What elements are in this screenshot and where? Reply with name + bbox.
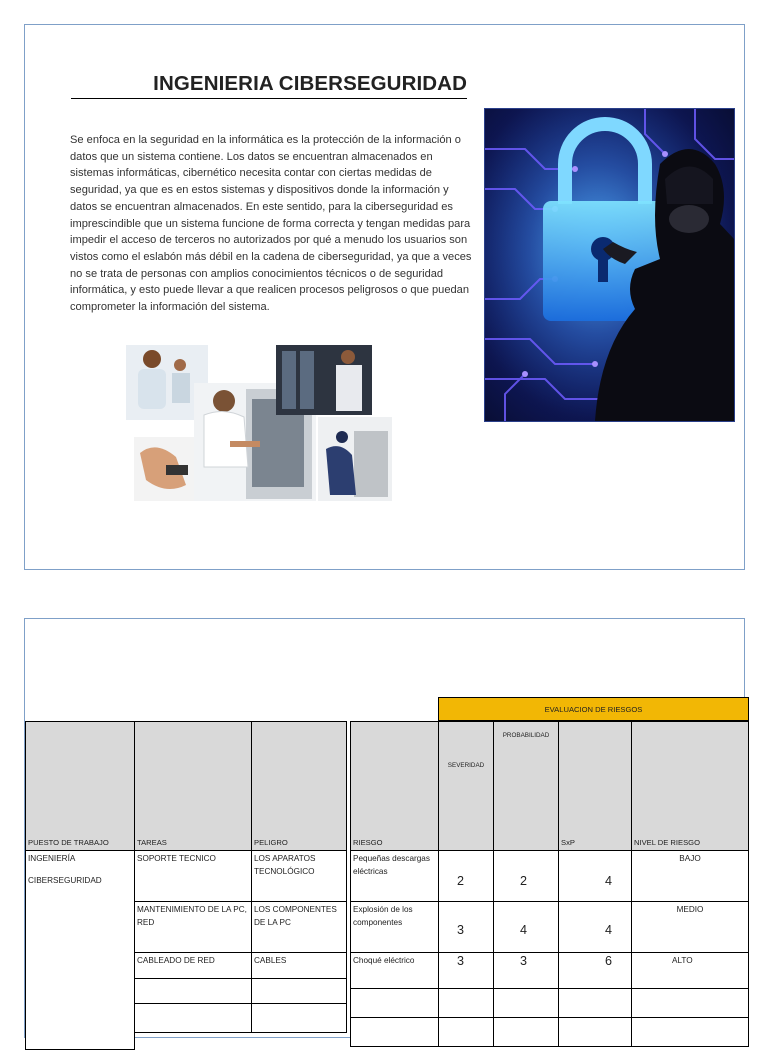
- row1-nivel: BAJO: [631, 850, 749, 902]
- row2-sxp-cell: [558, 901, 632, 953]
- puesto-cell: [25, 850, 135, 1050]
- row3-probabilidad-cell: [493, 952, 559, 989]
- row3-severidad-cell: [438, 952, 494, 989]
- header-tareas-label: TAREAS: [137, 838, 167, 847]
- page-title: INGENIERIA CIBERSEGURIDAD: [71, 72, 467, 99]
- row2-severidad-cell: [438, 901, 494, 953]
- row1-tarea: SOPORTE TECNICO: [134, 850, 252, 902]
- row1-sxp-cell: [558, 850, 632, 902]
- empty-cell: [134, 1003, 252, 1033]
- header-probabilidad-label: [494, 732, 558, 740]
- it-workers-collage: [126, 345, 396, 503]
- document-page-1: [24, 24, 745, 570]
- row1-riesgo: Pequeñas descargas eléctricas: [350, 850, 439, 902]
- header-puesto-label: PUESTO DE TRABAJO: [28, 838, 109, 847]
- empty-cell: [438, 988, 494, 1018]
- hacker-padlock-image: [484, 108, 735, 422]
- risk-evaluation-table: [25, 697, 749, 1047]
- puesto-line-1: INGENIERÍA: [28, 854, 76, 863]
- header-severidad: [438, 721, 494, 851]
- row3-peligro: CABLES: [251, 952, 347, 979]
- empty-cell: [134, 978, 252, 1004]
- row1-peligro: LOS APARATOS TECNOLÓGICO: [251, 850, 347, 902]
- header-sxp: [558, 721, 632, 851]
- row2-probabilidad: 4: [520, 923, 528, 937]
- row1-severidad: 2: [457, 874, 465, 888]
- row3-tarea: CABLEADO DE RED: [134, 952, 252, 979]
- empty-cell: [350, 988, 439, 1018]
- row1-probabilidad: 2: [520, 874, 528, 888]
- header-severidad-label: [439, 762, 493, 770]
- header-probabilidad: [493, 721, 559, 851]
- header-riesgo: [350, 721, 439, 851]
- empty-cell: [350, 1017, 439, 1047]
- row3-nivel: ALTO: [631, 952, 749, 989]
- row3-riesgo: Choqué eléctrico: [350, 952, 439, 989]
- row2-riesgo: Explosión de los componentes: [350, 901, 439, 953]
- empty-cell: [438, 1017, 494, 1047]
- header-puesto: [25, 721, 135, 851]
- header-tareas: [134, 721, 252, 851]
- header-peligro-label: PELIGRO: [254, 838, 288, 847]
- row2-sxp: 4: [605, 923, 613, 937]
- header-nivel-label: NIVEL DE RIESGO: [634, 838, 700, 847]
- row3-sxp-cell: [558, 952, 632, 989]
- intro-paragraph: Se enfoca en la seguridad en la informática es la protección de la información o datos que un sistema contiene. Los datos se encuentran almacenados en sistemas informáticas, cibernético necesita contar con ciertas medidas de seguridad, ya que es en estos sistemas y dispositivos donde la información y datos se encuentran almacenados. En este sentido, para la ciberseguridad es imprescindible que un sistema funcione de forma correcta y tengan medidas para impedir el acceso de terceros no autorizados por qué a menudo los usuarios son vistos como el eslabón más débil en la cadena de ciberseguridad, ya que a veces no se trata de personas con amplios conocimientos técnicos o de seguridad informática, y esto puede llevar a que realicen procesos peligrosos o que puedan comprometer la información del sistema.: [70, 134, 472, 314]
- empty-cell: [493, 1017, 559, 1047]
- document-page-2: [24, 618, 745, 1038]
- empty-cell: [631, 988, 749, 1018]
- row1-severidad-cell: [438, 850, 494, 902]
- evaluation-header: EVALUACION DE RIESGOS: [438, 697, 749, 721]
- header-severidad-text: SEVERIDAD: [447, 762, 485, 769]
- empty-cell: [251, 1003, 347, 1033]
- header-probabilidad-text: PROBABILIDAD: [502, 732, 550, 739]
- row2-probabilidad-cell: [493, 901, 559, 953]
- header-nivel: [631, 721, 749, 851]
- empty-cell: [558, 988, 632, 1018]
- row2-severidad: 3: [457, 923, 465, 937]
- row2-peligro: LOS COMPONENTES DE LA PC: [251, 901, 347, 953]
- row3-sxp: 6: [605, 954, 613, 968]
- row1-sxp: 4: [605, 874, 613, 888]
- header-peligro: [251, 721, 347, 851]
- empty-cell: [251, 978, 347, 1004]
- puesto-line-2: CIBERSEGURIDAD: [28, 876, 102, 885]
- header-riesgo-label: RIESGO: [353, 838, 383, 847]
- empty-cell: [493, 988, 559, 1018]
- row2-nivel: MEDIO: [631, 901, 749, 953]
- row3-probabilidad: 3: [520, 954, 528, 968]
- empty-cell: [558, 1017, 632, 1047]
- header-sxp-label: SxP: [561, 838, 575, 847]
- empty-cell: [631, 1017, 749, 1047]
- row1-probabilidad-cell: [493, 850, 559, 902]
- row2-tarea: MANTENIMIENTO DE LA PC, RED: [134, 901, 252, 953]
- row3-severidad: 3: [457, 954, 465, 968]
